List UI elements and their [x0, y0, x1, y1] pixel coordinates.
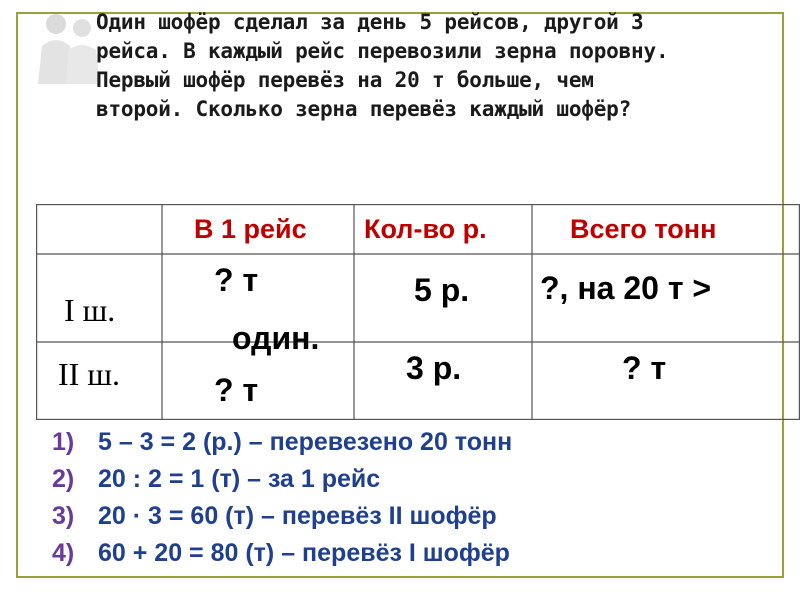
problem-line: второй. Сколько зерна перевёз каждый шофёр? — [96, 97, 632, 121]
solution-step — [52, 461, 512, 498]
data-table — [36, 204, 800, 420]
cell-total-first: ?, на 20 т > — [540, 270, 712, 306]
row-label-first: I ш. — [64, 292, 116, 328]
solution-step — [52, 424, 512, 461]
cell-total-second: ? т — [622, 350, 667, 386]
step-text: 20 · 3 = 60 (т) – перевёз II шофёр — [98, 502, 497, 530]
cell-trips-first: 5 р. — [414, 272, 470, 308]
step-text: 20 : 2 = 1 (т) – за 1 рейс — [98, 465, 381, 493]
step-number: 4) — [52, 539, 75, 567]
problem-line: рейса. В каждый рейс перевозили зерна поровну. — [96, 39, 669, 63]
header-per-trip: В 1 рейс — [194, 214, 307, 244]
cell-trips-second: 3 р. — [406, 350, 462, 386]
row-label-second: II ш. — [58, 356, 120, 392]
step-number: 1) — [52, 428, 75, 456]
solution-step — [52, 535, 512, 572]
step-number: 2) — [52, 465, 75, 493]
problem-line: Один шофёр сделал за день 5 рейсов, другой 3 — [96, 10, 644, 34]
cell-per-trip-first: ? т — [214, 262, 259, 298]
problem-line: Первый шофёр перевёз на 20 т больше, чем — [96, 68, 594, 92]
header-trips: Кол-во р. — [364, 214, 487, 244]
step-text: 5 – 3 = 2 (р.) – перевезено 20 тонн — [98, 428, 513, 456]
cell-note-equal: один. — [232, 320, 320, 356]
solution-steps — [52, 424, 512, 572]
step-number: 3) — [52, 502, 75, 530]
header-total: Всего тонн — [570, 214, 717, 244]
business-people-logo — [32, 6, 104, 86]
solution-step — [52, 498, 512, 535]
problem-statement — [96, 8, 786, 124]
cell-per-trip-second: ? т — [214, 372, 259, 408]
step-text: 60 + 20 = 80 (т) – перевёз I шофёр — [98, 539, 510, 567]
